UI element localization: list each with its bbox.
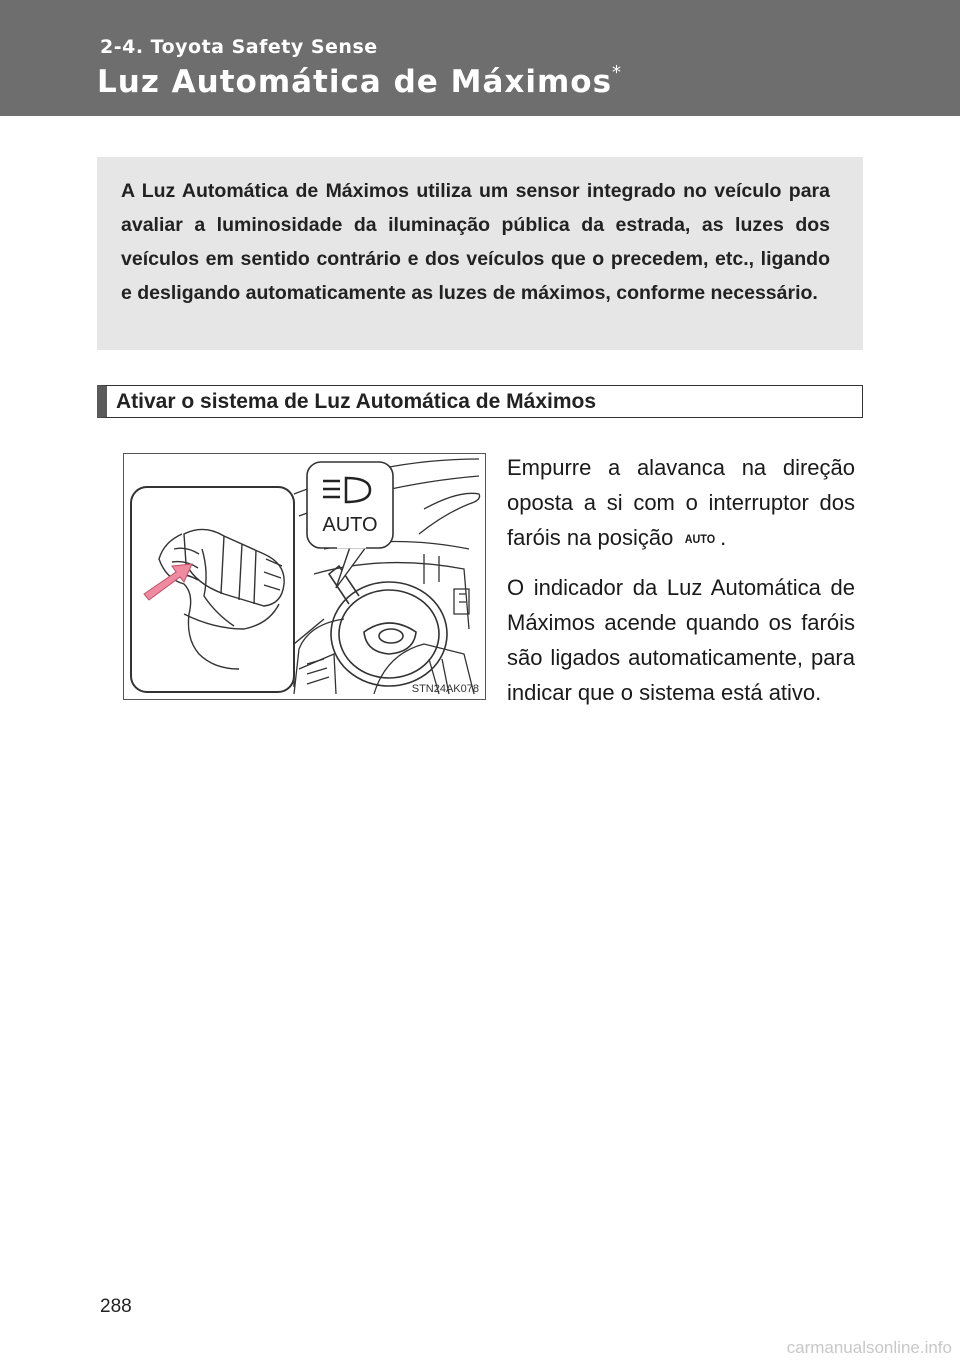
intro-text: A Luz Automática de Máximos utiliza um sensor integrado no veículo para avaliar a luminosidade da iluminação pública da estrada, as luzes dos veículos em sentido contrário e dos veículos que o precedem, etc., ligando e desligando automaticamente as luzes de máximos, conforme necessário. — [121, 180, 830, 304]
instruction-p1-text: Empurre a alavanca na direção oposta a si com o interruptor dos faróis na posição — [507, 455, 855, 550]
intro-box — [97, 157, 863, 350]
instruction-text — [507, 450, 855, 723]
watermark: carmanualsonline.info — [786, 1338, 952, 1357]
illustration-figure — [123, 453, 486, 700]
steering-wheel-drawing — [329, 566, 447, 686]
instruction-p1-end: . — [720, 525, 727, 550]
section-label: 2-4. Toyota Safety Sense — [100, 36, 378, 58]
page-number: 288 — [100, 1296, 132, 1317]
callout-box — [307, 462, 393, 588]
instruction-paragraph-2: O indicador da Luz Automática de Máximos acende quando os faróis são ligados automaticamente, para indicar que o sistema está ativo. — [507, 575, 855, 705]
lever-illustration — [124, 454, 485, 699]
inset-panel — [131, 487, 324, 692]
callout-auto-label: AUTO — [322, 514, 378, 536]
auto-symbol-icon: AUTO — [685, 532, 716, 546]
instruction-paragraph-1 — [507, 450, 855, 557]
section-heading: Ativar o sistema de Luz Automática de Máximos — [97, 385, 863, 418]
page-header — [0, 0, 960, 116]
asterisk-icon: * — [612, 62, 623, 83]
page-title-text: Luz Automática de Máximos — [97, 64, 613, 100]
page-title — [97, 64, 622, 100]
figure-code: STN24AK078 — [411, 683, 479, 695]
